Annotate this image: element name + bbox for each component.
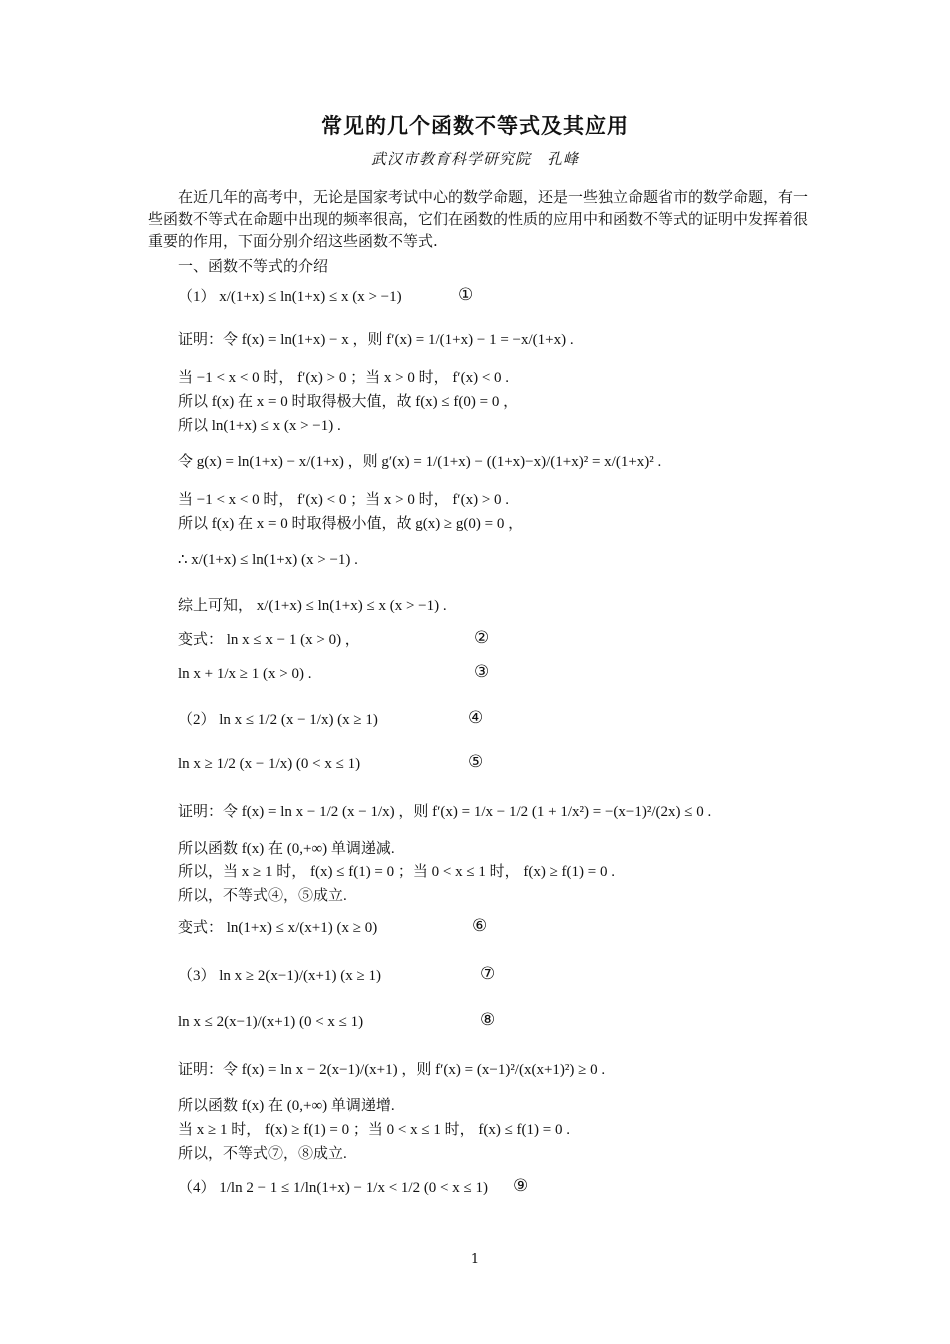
intro-paragraph: 在近几年的高考中，无论是国家考试中心的数学命题，还是一些独立命题省市的数学命题，有一些函数不等式在命题中出现的频率很高，它们在函数的性质的应用中和函数不等式的证明中发挥着很重要的作用，下面分别介绍这些函数不等式. [148, 188, 809, 250]
line-17: 所以，当 x ≥ 1 时， f(x) ≤ f(1) = 0 ；当 0 < x ≤ 1 时， f(x) ≥ f(1) = 0 . [178, 864, 616, 880]
equation-mark-6: ⑥ [472, 916, 488, 936]
line-12: ln x + 1/x ≥ 1 (x > 0) . [178, 666, 312, 682]
line-25: 所以，不等式⑦，⑧成立. [178, 1146, 347, 1162]
equation-mark-1: ① [458, 285, 474, 305]
line-15: 证明：令 f(x) = ln x − 1/2 (x − 1/x) ，则 f′(x) = 1/x − 1/2 (1 + 1/x²) = −(x−1)²/(2x) ≤ 0 . [178, 804, 712, 820]
line-21: ln x ≤ 2(x−1)/(x+1) (0 < x ≤ 1) [178, 1014, 364, 1030]
line-5: 所以 ln(1+x) ≤ x (x > −1) . [178, 418, 341, 434]
equation-mark-4: ④ [468, 708, 484, 728]
line-14: ln x ≥ 1/2 (x − 1/x) (0 < x ≤ 1) [178, 756, 361, 772]
equation-mark-3: ③ [474, 662, 490, 682]
line-1: （1） x/(1+x) ≤ ln(1+x) ≤ x (x > −1) [178, 289, 402, 305]
line-10: 综上可知， x/(1+x) ≤ ln(1+x) ≤ x (x > −1) . [178, 598, 447, 614]
line-11: 变式： ln x ≤ x − 1 (x > 0) ， [178, 632, 360, 648]
section-heading: 一、函数不等式的介绍 [178, 257, 329, 275]
line-18: 所以，不等式④，⑤成立. [178, 888, 347, 904]
line-16: 所以函数 f(x) 在 (0,+∞) 单调递减. [178, 841, 395, 857]
line-3: 当 −1 < x < 0 时， f′(x) > 0 ；当 x > 0 时， f′(x) < 0 . [178, 370, 510, 386]
line-9: ∴ x/(1+x) ≤ ln(1+x) (x > −1) . [178, 552, 358, 568]
line-20: （3） ln x ≥ 2(x−1)/(x+1) (x ≥ 1) [178, 968, 381, 984]
equation-mark-2: ② [474, 628, 490, 648]
line-23: 所以函数 f(x) 在 (0,+∞) 单调递增. [178, 1098, 395, 1114]
line-2: 证明：令 f(x) = ln(1+x) − x ，则 f′(x) = 1/(1+x) − 1 = −x/(1+x) . [178, 332, 574, 348]
equation-mark-7: ⑦ [480, 964, 496, 984]
line-4: 所以 f(x) 在 x = 0 时取得极大值，故 f(x) ≤ f(0) = 0 ， [178, 394, 519, 410]
line-13: （2） ln x ≤ 1/2 (x − 1/x) (x ≥ 1) [178, 712, 378, 728]
line-26: （4） 1/ln 2 − 1 ≤ 1/ln(1+x) − 1/x < 1/2 (0 < x ≤ 1) [178, 1180, 488, 1196]
line-7: 当 −1 < x < 0 时， f′(x) < 0 ；当 x > 0 时， f′(x) > 0 . [178, 492, 510, 508]
line-8: 所以 f(x) 在 x = 0 时取得极小值，故 g(x) ≥ g(0) = 0 ， [178, 516, 524, 532]
equation-mark-5: ⑤ [468, 752, 484, 772]
author-line: 武汉市教育科学研究院 孔峰 [370, 150, 579, 168]
equation-mark-9: ⑨ [513, 1176, 529, 1196]
line-22: 证明：令 f(x) = ln x − 2(x−1)/(x+1) ，则 f′(x) = (x−1)²/(x(x+1)²) ≥ 0 . [178, 1062, 606, 1078]
equation-mark-8: ⑧ [480, 1010, 496, 1030]
line-19: 变式： ln(1+x) ≤ x/(x+1) (x ≥ 0) [178, 920, 378, 936]
line-24: 当 x ≥ 1 时， f(x) ≥ f(1) = 0 ；当 0 < x ≤ 1 时， f(x) ≤ f(1) = 0 . [178, 1122, 571, 1138]
line-6: 令 g(x) = ln(1+x) − x/(1+x) ，则 g′(x) = 1/(1+x) − ((1+x)−x)/(1+x)² = x/(1+x)² . [178, 454, 662, 470]
page-number: 1 [470, 1252, 480, 1267]
page-title: 常见的几个函数不等式及其应用 [321, 114, 629, 138]
